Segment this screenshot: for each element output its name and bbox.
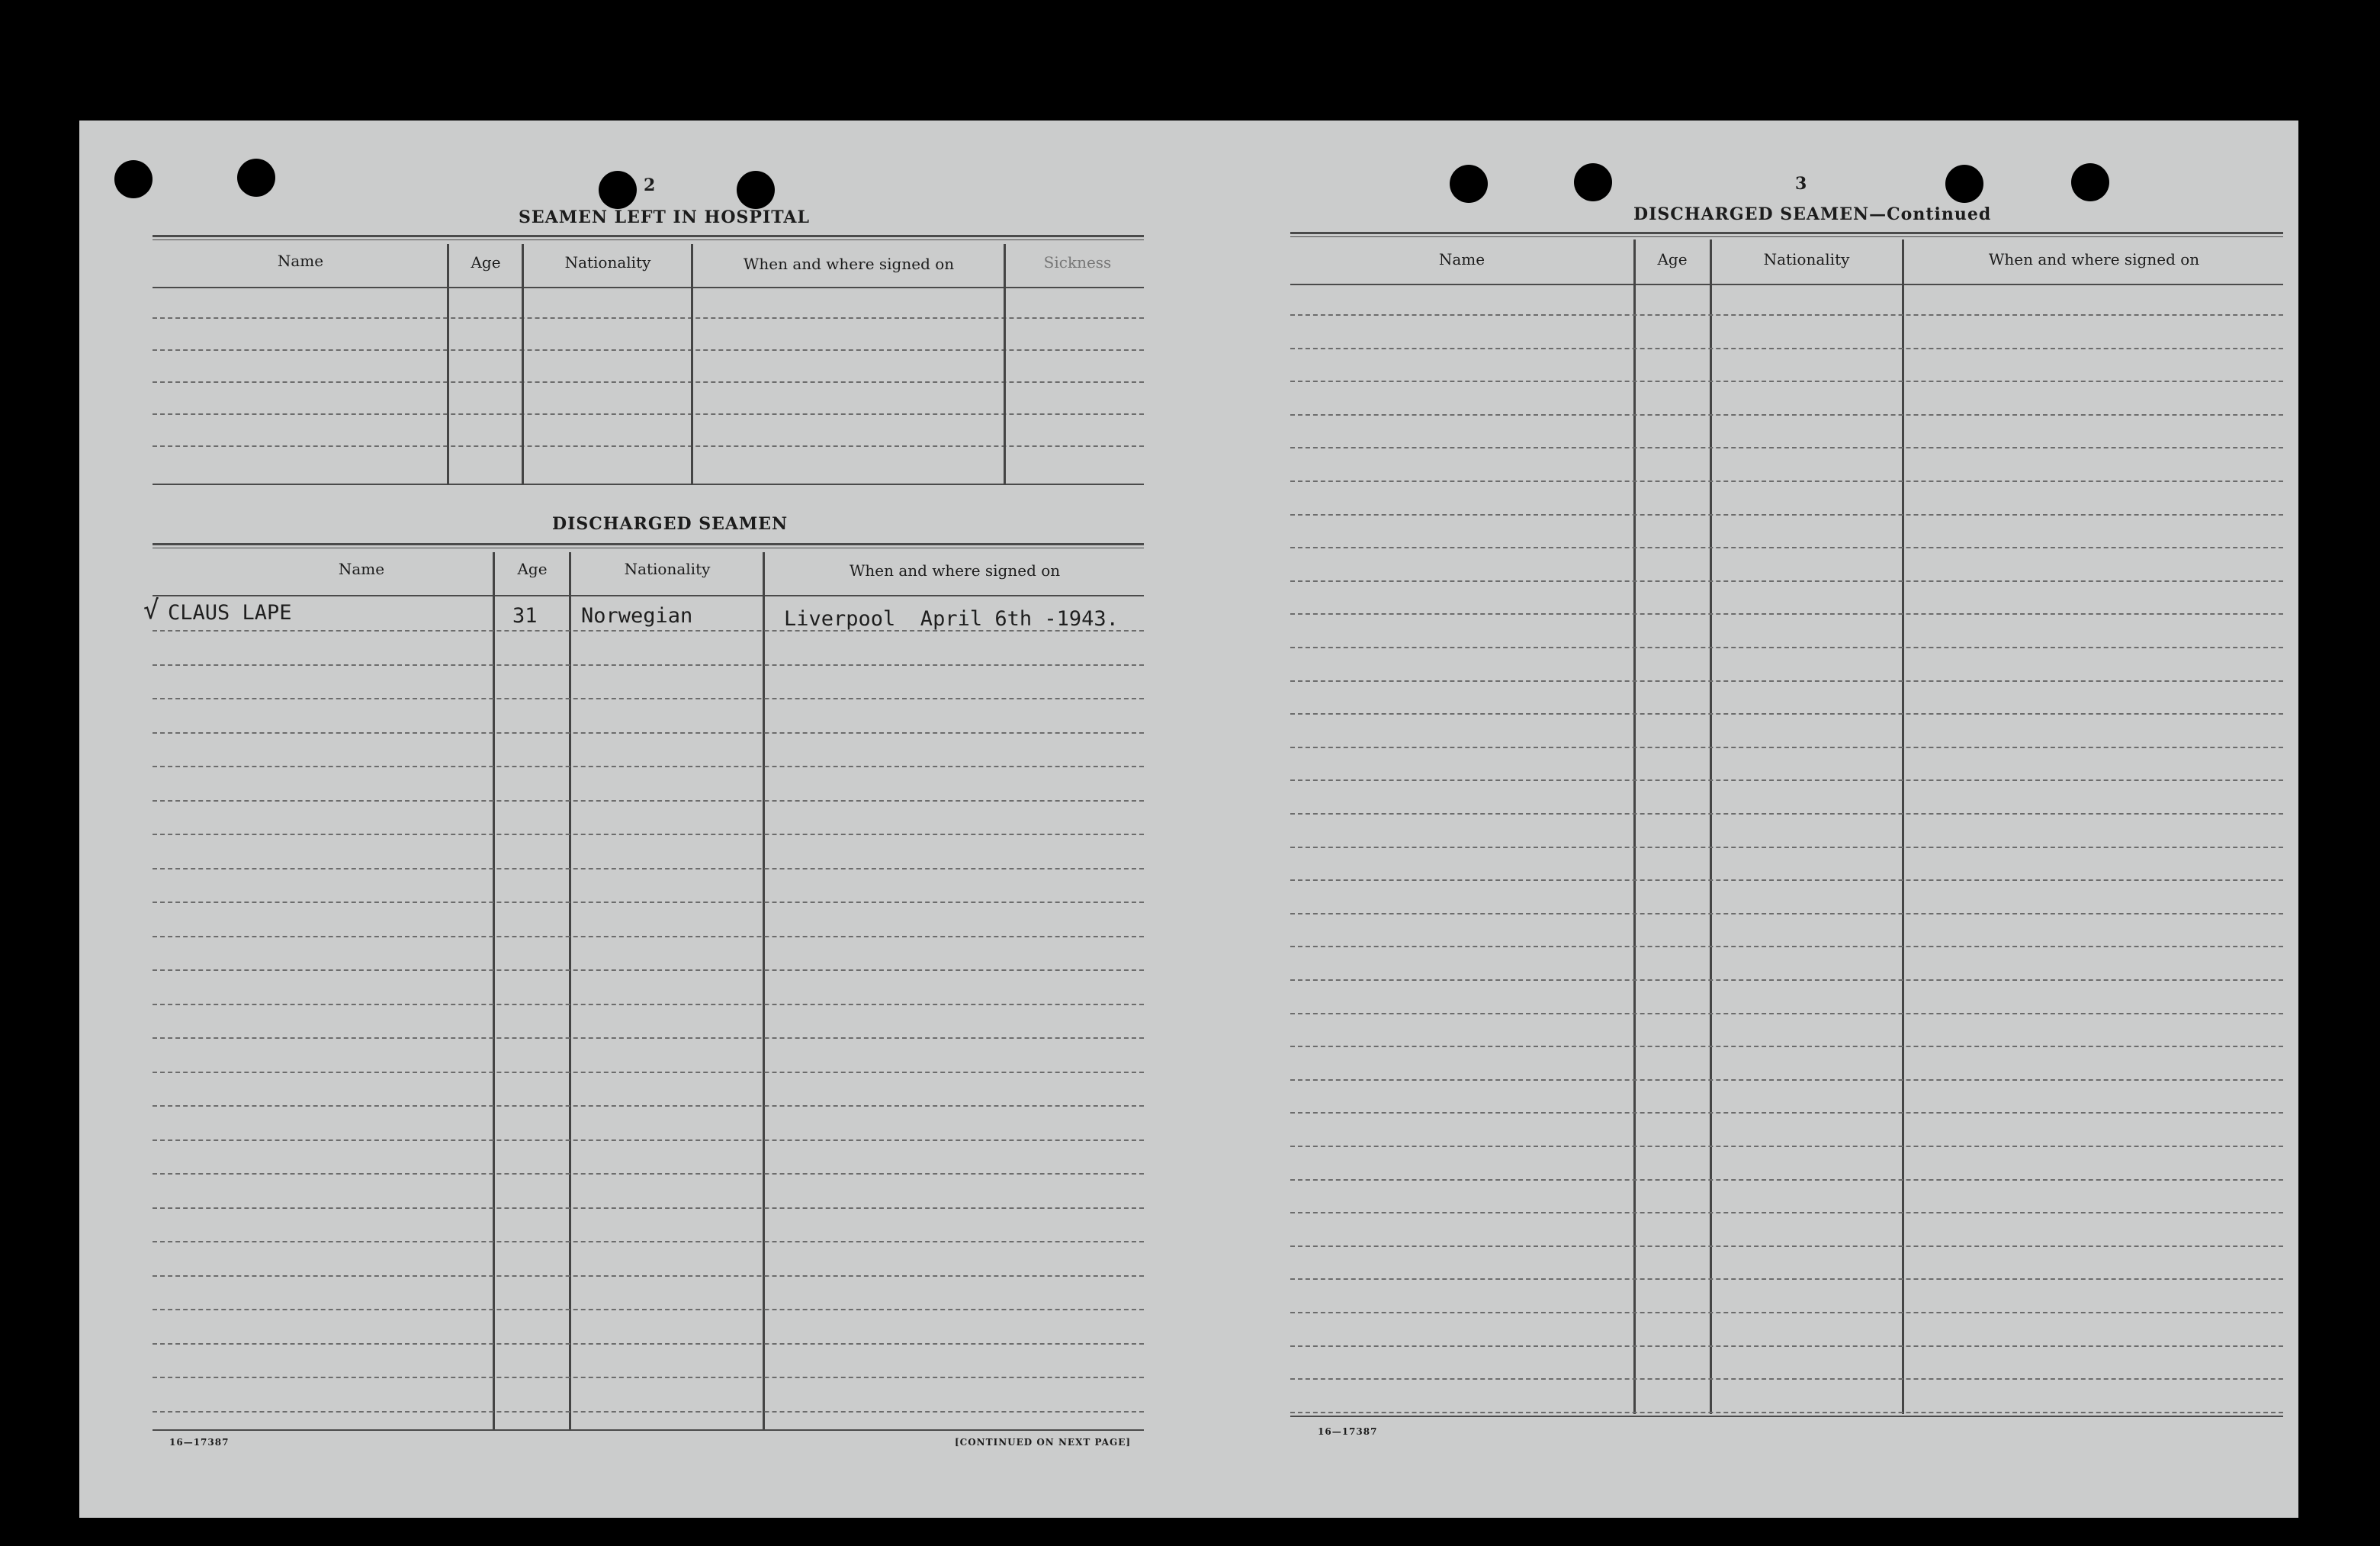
row-line — [1290, 414, 2283, 416]
punch-hole — [737, 171, 775, 209]
row-line — [153, 1173, 1144, 1175]
row-line — [1290, 1146, 2283, 1147]
punch-hole — [1450, 165, 1488, 203]
row-line — [1290, 481, 2283, 482]
row-line — [153, 1072, 1144, 1073]
row-line — [1290, 1046, 2283, 1047]
seaman-nationality: Norwegian — [581, 604, 693, 628]
row-line — [153, 1377, 1144, 1378]
hospital-top-rule — [153, 239, 1144, 240]
right-header-signed-on: When and where signed on — [1988, 250, 2200, 268]
row-line — [153, 1207, 1144, 1209]
row-line — [1290, 447, 2283, 448]
discharged-header-rule — [153, 595, 1144, 596]
right-column-divider — [1710, 239, 1712, 1414]
discharged-header-name: Name — [338, 560, 385, 578]
row-line — [1290, 1378, 2283, 1380]
row-line — [1290, 779, 2283, 781]
right-top-rule — [1290, 232, 2283, 234]
row-line — [1290, 613, 2283, 615]
hospital-header-sickness: Sickness — [1043, 253, 1112, 272]
row-line — [1290, 1412, 2283, 1413]
punch-hole — [237, 159, 275, 197]
discharged-column-divider — [569, 552, 571, 1431]
right-section-title: DISCHARGED SEAMEN—Continued — [1633, 204, 1992, 224]
discharged-column-divider — [493, 552, 495, 1431]
punch-hole — [599, 171, 637, 209]
hospital-header-age: Age — [471, 253, 501, 272]
seaman-age: 31 — [512, 604, 538, 628]
right-header-rule — [1290, 284, 2283, 285]
row-line — [1290, 1312, 2283, 1313]
hospital-row-line — [153, 381, 1144, 383]
hospital-header-signed-on: When and where signed on — [743, 255, 955, 273]
discharged-bottom-rule — [153, 1429, 1144, 1431]
check-mark: √ — [143, 595, 159, 625]
row-line — [153, 1411, 1144, 1413]
row-line — [153, 902, 1144, 903]
hospital-header-name: Name — [277, 252, 324, 270]
seaman-signed-on: Liverpool April 6th -1943. — [784, 607, 1119, 631]
discharged-column-divider — [763, 552, 765, 1431]
hospital-row-line — [153, 317, 1144, 319]
row-line — [153, 1309, 1144, 1310]
row-line — [1290, 381, 2283, 382]
right-column-divider — [1633, 239, 1636, 1414]
row-line — [1290, 913, 2283, 914]
document-sheet — [79, 121, 2298, 1518]
row-line — [153, 1343, 1144, 1345]
page-number-left: 2 — [644, 175, 656, 195]
right-header-age: Age — [1657, 250, 1688, 268]
row-line — [1290, 1278, 2283, 1280]
punch-hole — [2071, 163, 2109, 201]
row-line — [153, 868, 1144, 869]
row-line — [1290, 580, 2283, 582]
row-line — [1290, 1212, 2283, 1213]
row-line — [1290, 680, 2283, 682]
row-line — [1290, 348, 2283, 349]
row-line — [153, 1275, 1144, 1277]
punch-hole — [114, 160, 153, 198]
row-line — [1290, 1079, 2283, 1081]
discharged-header-signed-on: When and where signed on — [849, 561, 1061, 580]
row-line — [153, 969, 1144, 971]
row-line — [153, 664, 1144, 666]
row-line — [153, 766, 1144, 767]
punch-hole — [1574, 163, 1612, 201]
row-line — [153, 1105, 1144, 1107]
hospital-header-rule — [153, 287, 1144, 288]
row-line — [1290, 547, 2283, 548]
right-header-nationality: Nationality — [1763, 250, 1850, 268]
hospital-column-divider — [691, 244, 693, 485]
hospital-row-line — [153, 445, 1144, 447]
hospital-top-rule — [153, 235, 1144, 237]
hospital-row-line — [153, 413, 1144, 415]
hospital-section-title: SEAMEN LEFT IN HOSPITAL — [519, 207, 810, 227]
row-line — [1290, 647, 2283, 648]
form-number-left: 16—17387 — [169, 1437, 230, 1448]
right-header-name: Name — [1438, 250, 1485, 268]
right-bottom-rule — [1290, 1416, 2283, 1417]
row-line — [1290, 1179, 2283, 1181]
seaman-name: CLAUS LAPE — [168, 601, 292, 625]
row-line — [153, 1139, 1144, 1141]
right-top-rule — [1290, 236, 2283, 237]
row-line — [1290, 1245, 2283, 1247]
row-line — [1290, 946, 2283, 947]
row-line — [1290, 514, 2283, 516]
row-line — [1290, 1112, 2283, 1114]
page-number-right: 3 — [1795, 174, 1807, 194]
row-line — [153, 936, 1144, 937]
row-line — [1290, 979, 2283, 981]
row-line — [1290, 314, 2283, 316]
right-column-divider — [1902, 239, 1904, 1414]
row-line — [153, 698, 1144, 699]
discharged-header-nationality: Nationality — [624, 560, 711, 578]
punch-hole — [1945, 165, 1983, 203]
hospital-row-line — [153, 349, 1144, 351]
row-line — [1290, 847, 2283, 848]
row-line — [153, 834, 1144, 835]
discharged-header-age: Age — [517, 560, 548, 578]
row-line — [1290, 1345, 2283, 1347]
row-line — [1290, 879, 2283, 881]
row-line — [1290, 813, 2283, 815]
row-line — [153, 732, 1144, 734]
row-line — [153, 1037, 1144, 1039]
discharged-top-rule — [153, 543, 1144, 545]
form-number-right: 16—17387 — [1318, 1426, 1378, 1437]
hospital-column-divider — [522, 244, 524, 485]
hospital-column-divider — [1004, 244, 1006, 485]
row-line — [1290, 1013, 2283, 1014]
discharged-section-title: DISCHARGED SEAMEN — [552, 514, 789, 534]
continued-note: [CONTINUED ON NEXT PAGE] — [955, 1437, 1132, 1448]
hospital-bottom-rule — [153, 484, 1144, 485]
row-line — [153, 1241, 1144, 1242]
row-line — [1290, 713, 2283, 715]
row-line — [153, 1004, 1144, 1005]
row-line — [153, 800, 1144, 802]
row-line — [1290, 747, 2283, 748]
hospital-header-nationality: Nationality — [564, 253, 651, 272]
hospital-column-divider — [447, 244, 449, 485]
